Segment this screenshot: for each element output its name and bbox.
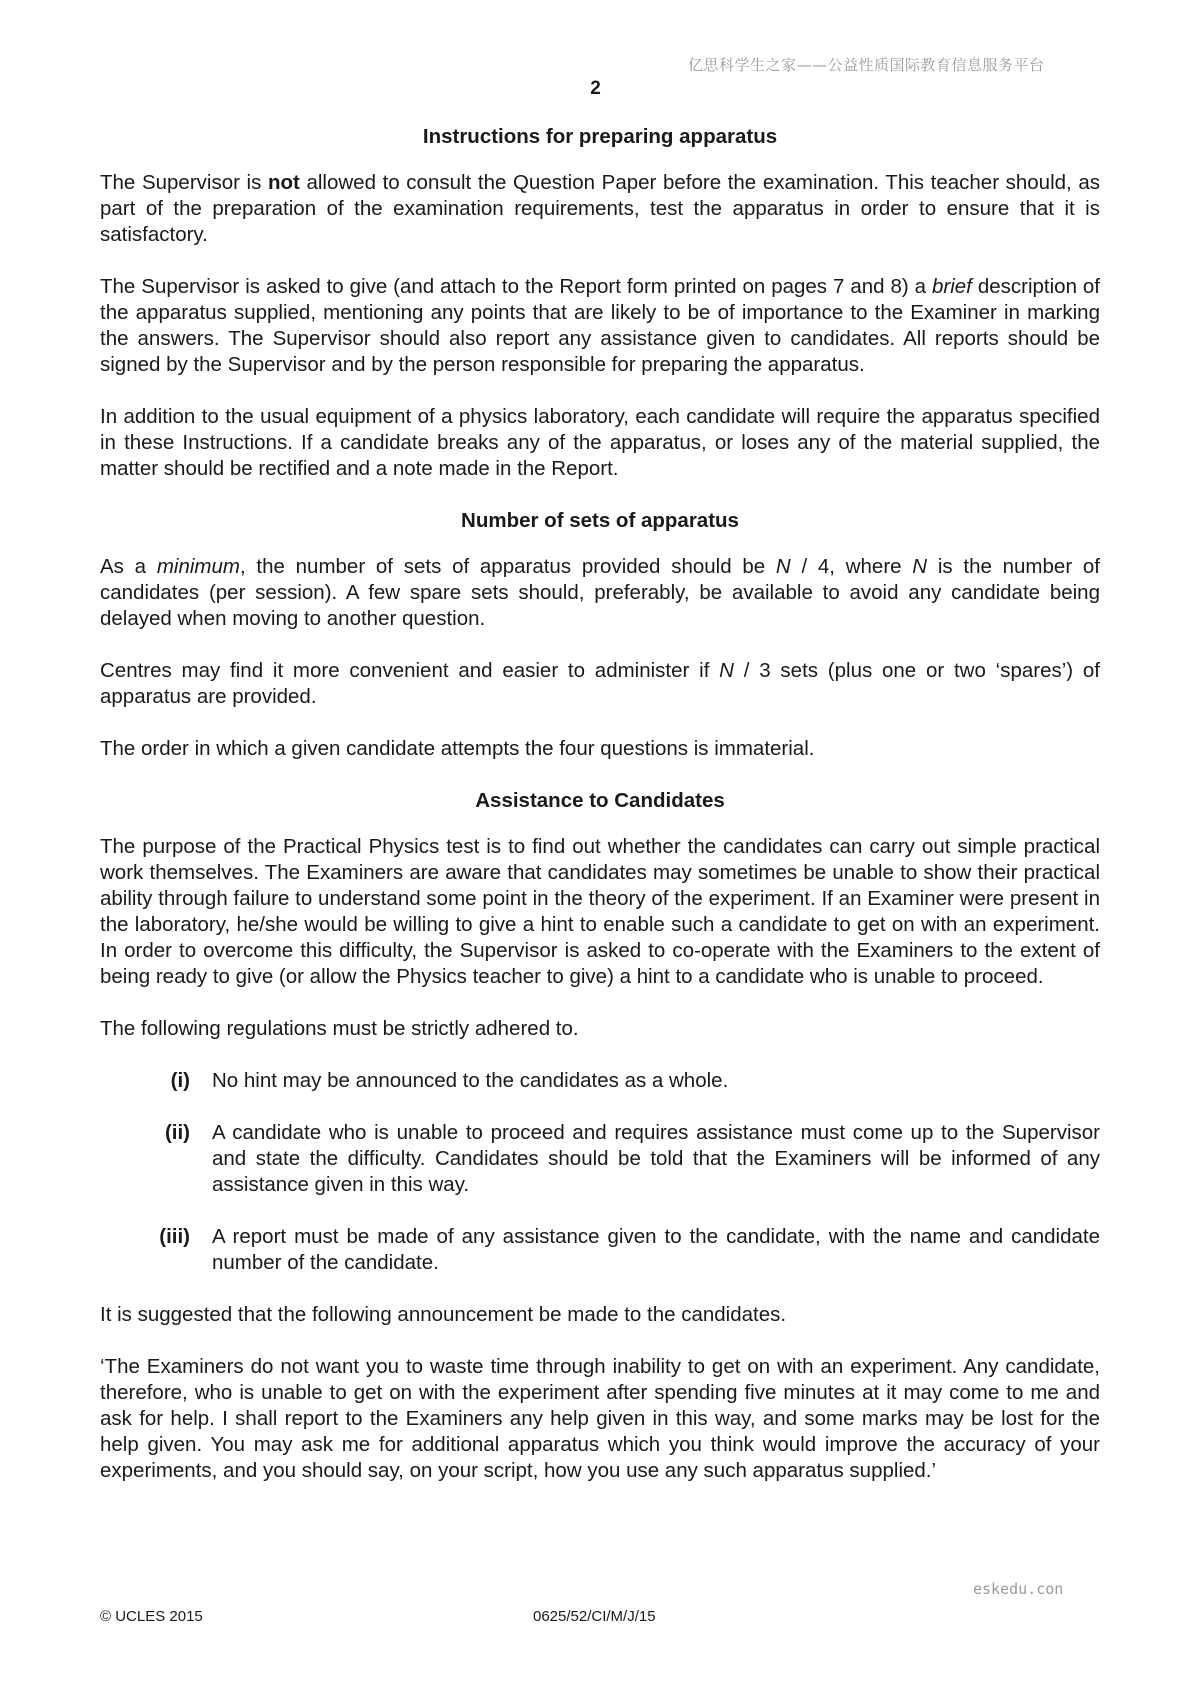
text-run: Centres may find it more convenient and easier to administer if (100, 659, 720, 682)
text-run: / 3 sets (plus one or two ‘spares’) of apparatus are provided. (100, 659, 1100, 708)
variable-n: N (912, 555, 928, 578)
paragraph-announcement-quote: ‘The Examiners do not want you to waste time through inability to get on with an experiment. Any candidate, therefore, who is unable to get on with the experiment after spending five minutes at it may come to me and ask for help. I shall report to the Examiners any help given in this way, and some marks may be lost for the help given. You may ask me for additional apparatus which you think would improve the accuracy of your experiments, and you should say, on your script, how you use any such apparatus supplied.’ (100, 1355, 1100, 1482)
footer-paper-code: 0625/52/CI/M/J/15 (533, 1608, 656, 1625)
text-run: description of the apparatus supplied, mentioning any points that are likely to be of importance to the Examiner in marking the answers. The Supervisor should also report any assistance given to candidates. All reports should be signed by the Supervisor and by the person responsible for preparing the apparatus. (100, 275, 1101, 376)
italic-text: brief (932, 275, 972, 298)
text-run: allowed to consult the Question Paper before the examination. This teacher should, as part of the preparation of the examination requirements, test the apparatus in order to ensure that it is satisfactory. (100, 171, 1100, 246)
paragraph-usual-equipment: In addition to the usual equipment of a physics laboratory, each candidate will require the apparatus specified in these Instructions. If a candidate breaks any of the apparatus, or loses any of the material supplied, the matter should be rectified and a note made in the Report. (100, 405, 1100, 480)
text-run: The Supervisor is (100, 171, 268, 194)
section-heading-number-of-sets: Number of sets of apparatus (461, 509, 739, 532)
page-number: 2 (590, 78, 601, 99)
text-run: As a (100, 555, 157, 578)
document-body (100, 124, 1100, 1510)
section-heading-instructions: Instructions for preparing apparatus (422, 125, 778, 148)
paragraph-purpose: The purpose of the Practical Physics test is to find out whether the candidates can carry out simple practical work themselves. The Examiners are aware that candidates may sometimes be unable to show their practical ability through failure to understand some point in the theory of the experiment. If an Examiner were present in the laboratory, he/she would be willing to give a hint to enable such a candidate to get on with an experiment. In order to overcome this difficulty, the Supervisor is asked to co-operate with the Examiners to the extent of being ready to give (or allow the Physics teacher to give) a hint to a candidate who is unable to proceed. (100, 835, 1100, 988)
text-run: , the number of sets of apparatus provided should be (239, 555, 776, 578)
regulations-list (100, 1068, 1100, 1276)
text-run: The Supervisor is asked to give (and attach to the Report form printed on pages 7 and 8) a (100, 275, 932, 298)
list-item-text: No hint may be announced to the candidates as a whole. (212, 1069, 729, 1092)
list-item-text: A report must be made of any assistance given to the candidate, with the name and candidate number of the candidate. (212, 1225, 1100, 1274)
paragraph-supervisor-not-allowed (100, 170, 1100, 248)
paragraph-announcement-intro: It is suggested that the following announcement be made to the candidates. (100, 1303, 787, 1326)
list-item (100, 1120, 1100, 1198)
paragraph-centres-convenience (100, 658, 1100, 710)
paragraph-minimum-sets (100, 554, 1100, 632)
list-item (100, 1224, 1100, 1276)
watermark-bottom: eskedu.con (973, 1580, 1064, 1598)
list-item-number: (ii) (164, 1121, 190, 1144)
paragraph-regulations-intro: The following regulations must be strictly adhered to. (100, 1017, 579, 1040)
list-item (100, 1068, 1100, 1094)
text-run: is the number of candidates (per session). A few spare sets should, preferably, be available to avoid any candidate being delayed when moving to another question. (100, 555, 1100, 630)
variable-n: N (775, 555, 791, 578)
section-heading-assistance: Assistance to Candidates (475, 789, 725, 812)
watermark-top: 亿思科学生之家——公益性质国际教育信息服务平台 (688, 56, 1045, 74)
italic-text: minimum (156, 555, 240, 578)
list-item-number: (iii) (159, 1225, 190, 1248)
paragraph-order-immaterial: The order in which a given candidate attempts the four questions is immaterial. (100, 737, 815, 760)
text-run: / 4, where (790, 555, 913, 578)
variable-n: N (719, 659, 734, 682)
footer-copyright: © UCLES 2015 (100, 1608, 203, 1625)
list-item-number: (i) (170, 1069, 190, 1092)
paragraph-supervisor-report (100, 274, 1100, 378)
list-item-text: A candidate who is unable to proceed and requires assistance must come up to the Supervisor and state the difficulty. Candidates should be told that the Examiners will be informed of any assistance given in this way. (212, 1121, 1100, 1196)
bold-text: not (267, 171, 300, 194)
